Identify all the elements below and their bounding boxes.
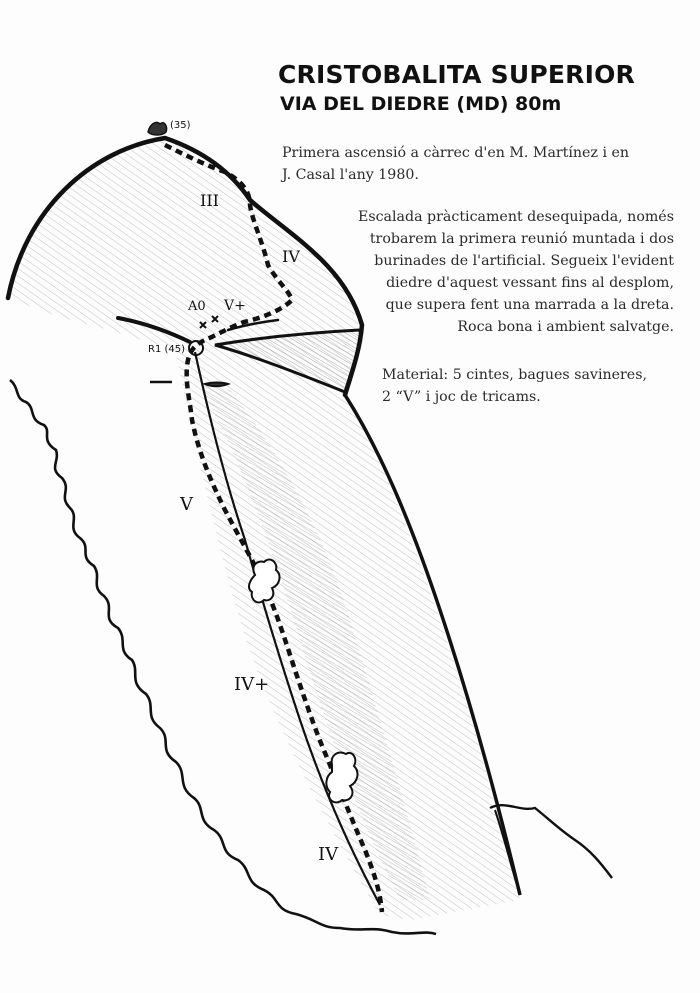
bush-icon-lower (326, 753, 357, 803)
route-title: CRISTOBALITA SUPERIOR (278, 60, 635, 89)
grade-middle-label: V (180, 494, 193, 515)
description-line: burinades de l'artificial. Segueix l'evident (374, 253, 674, 269)
description-line: diedre d'aquest vessant fins al desplom, (386, 275, 674, 291)
first-ascent-text (282, 142, 629, 186)
aid-grade-label: A0 (188, 299, 206, 314)
route-subtitle: VIA DEL DIEDRE (MD) 80m (280, 93, 562, 115)
description-line: que supera fent una marrada a la dreta. (385, 297, 674, 313)
grade-upper-right-label: IV (282, 247, 300, 266)
description-line: Roca bona i ambient salvatge. (457, 319, 674, 335)
route-description (358, 206, 674, 338)
description-line: trobarem la primera reunió muntada i dos (369, 231, 674, 247)
summit-mark-label: (35) (170, 120, 191, 131)
belay-mark-label: R1 (45) (148, 344, 186, 355)
description-line: Escalada pràcticament desequipada, només (357, 209, 674, 225)
material-line: 2 “V” i joc de tricams. (382, 389, 541, 405)
first-ascent-line: J. Casal l'any 1980. (282, 167, 419, 183)
grade-crux-label: V+ (224, 298, 246, 314)
grade-bottom-label: IV (318, 844, 339, 865)
first-ascent-line: Primera ascensió a càrrec d'en M. Martínez i en (282, 145, 630, 161)
material-line: Material: 5 cintes, bagues savineres, (382, 367, 647, 383)
material-text (382, 364, 647, 408)
grade-lower-middle-label: IV+ (234, 674, 270, 695)
summit-tree-icon (148, 122, 167, 135)
grade-upper-left-label: III (200, 191, 219, 210)
ledge-short-2 (205, 383, 228, 387)
